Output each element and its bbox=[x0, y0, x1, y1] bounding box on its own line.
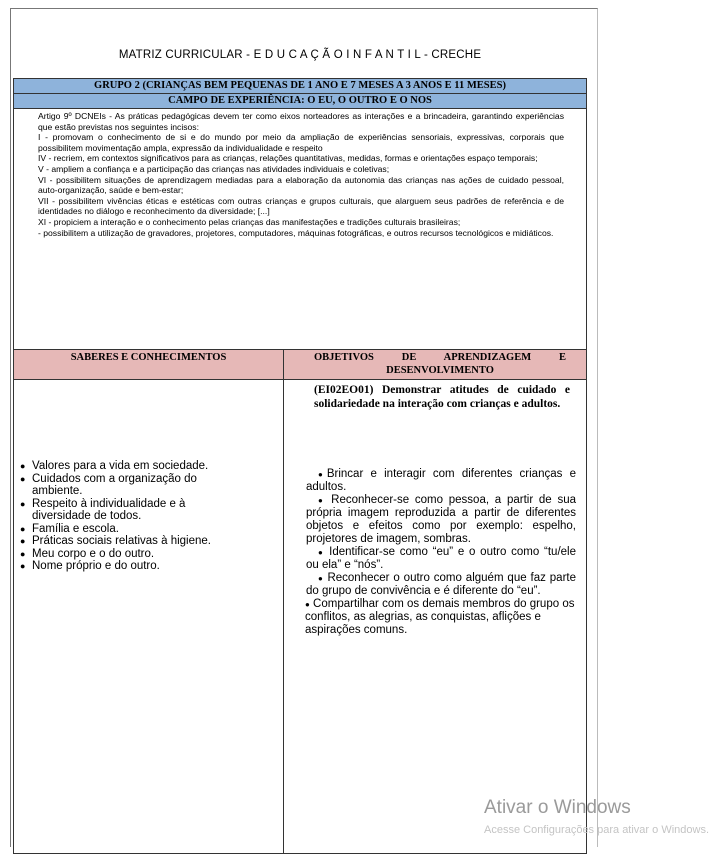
objetivos-body bbox=[284, 380, 586, 853]
activation-watermark-subtitle: Acesse Configurações para ativar o Windows. bbox=[484, 824, 709, 836]
saberes-body bbox=[14, 380, 283, 853]
intro-paragraph: VI - possibilitem situações de aprendizagem mediadas para a elaboração da autonomia das crianças nas ações de cuidado pessoal, auto-organização, saúde e bem-estar; bbox=[38, 174, 564, 196]
intro-paragraph: IV - recriem, em contextos significativos para as crianças, relações quantitativas, medidas, formas e orientações espaço temporais; bbox=[38, 153, 538, 164]
bullet-icon: ● bbox=[318, 470, 327, 479]
list-item: ● Valores para a vida em sociedade. bbox=[20, 460, 244, 473]
list-item: ● Respeito à individualidade e à diversidade de todos. bbox=[20, 498, 244, 523]
list-item bbox=[306, 572, 576, 598]
saberes-list bbox=[20, 460, 244, 573]
list-item: ● Família e escola. bbox=[20, 523, 244, 536]
list-item bbox=[306, 494, 576, 546]
group-header: GRUPO 2 (CRIANÇAS BEM PEQUENAS DE 1 ANO E 7 MESES A 3 ANOS E 11 MESES) bbox=[14, 79, 586, 94]
table-columns bbox=[14, 349, 586, 853]
list-item: ● Práticas sociais relativas à higiene. bbox=[20, 535, 244, 548]
list-item bbox=[296, 598, 576, 637]
list-item bbox=[306, 546, 576, 572]
list-item: ● Cuidados com a organização do ambiente. bbox=[20, 473, 244, 498]
curriculum-table bbox=[13, 78, 587, 854]
intro-paragraph: XI - propiciem a interação e o conhecimento pelas crianças das manifestações e tradições culturais brasileiras; bbox=[38, 216, 461, 227]
intro-paragraph: I - promovam o conhecimento de si e do mundo por meio da ampliação de experiências sensoriais, expressivas, corporais que possibilitem movimentação ampla, expressão da individualidade e respeito bbox=[38, 132, 564, 153]
objetivos-header: OBJETIVOS DE APRENDIZAGEM E DESENVOLVIMENTO bbox=[284, 350, 586, 380]
saberes-header: SABERES E CONHECIMENTOS bbox=[14, 350, 283, 380]
intro-paragraph: VII - possibilitem vivências éticas e estéticas com outras crianças e grupos culturais, que alarguem seus padrões de referência e de identidades no diálogo e reconhecimento da diversidade; [...] bbox=[38, 195, 564, 217]
list-item: ● Meu corpo e o do outro. bbox=[20, 548, 244, 561]
saberes-column bbox=[14, 350, 284, 853]
list-item-text: Identificar-se como “eu” e o outro como “tu/ele ou ela” e “nós”. bbox=[306, 546, 576, 571]
list-item-text: Brincar e interagir com diferentes crianças e adultos. bbox=[306, 468, 576, 493]
activation-watermark: Ativar o Windows bbox=[484, 797, 631, 818]
objective-code-title: (EI02EO01) Demonstrar atitudes de cuidado e solidariedade na interação com crianças e adultos. bbox=[314, 384, 570, 410]
bullet-icon: ● bbox=[318, 548, 325, 557]
list-item-text: Compartilhar com os demais membros do grupo os conflitos, as alegrias, as conquistas, aflições e aspirações comuns. bbox=[305, 598, 575, 636]
intro-paragraph: - possibilitem a utilização de gravadores, projetores, computadores, máquinas fotográficas, e outros recursos tecnológicos e midiáticos. bbox=[38, 227, 554, 238]
bullet-icon: ● bbox=[318, 496, 326, 505]
list-item-text: Reconhecer o outro como alguém que faz parte do grupo de convivência e é diferente do “eu”. bbox=[306, 572, 576, 597]
list-item bbox=[306, 468, 576, 494]
intro-paragraph: V - ampliem a confiança e a participação das crianças nas atividades individuais e coletivas; bbox=[38, 163, 390, 174]
list-item: ● Nome próprio e do outro. bbox=[20, 560, 244, 573]
objetivos-column bbox=[284, 350, 586, 853]
objetivos-list bbox=[306, 468, 576, 637]
document-title: MATRIZ CURRICULAR - E D U C A Ç Ã O I N F A N T I L - CRECHE bbox=[118, 49, 482, 61]
experience-field-header: CAMPO DE EXPERIÊNCIA: O EU, O OUTRO E O NOS bbox=[14, 94, 586, 109]
intro-text bbox=[14, 109, 586, 349]
intro-paragraph: Artigo 9º DCNEIs - As práticas pedagógicas devem ter como eixos norteadores as interações e a brincadeira, garantindo experiências que estão previstas nos seguintes incisos: bbox=[38, 111, 564, 132]
bullet-icon: ● bbox=[318, 574, 324, 583]
list-item-text: Reconhecer-se como pessoa, a partir de sua própria imagem reproduzida a partir de diferentes objetos e efeitos como por exemplo: espelho, projetores de imagem, sombras. bbox=[306, 494, 576, 545]
bullet-icon: ● bbox=[305, 600, 310, 609]
